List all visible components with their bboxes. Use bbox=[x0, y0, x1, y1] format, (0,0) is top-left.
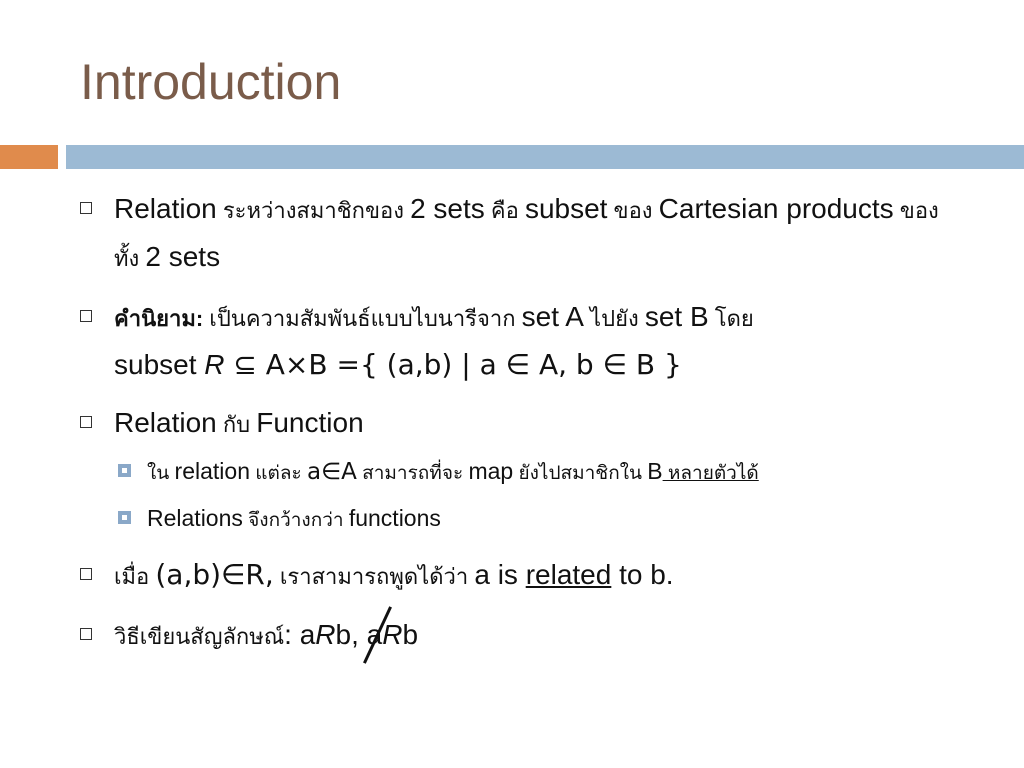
text-thai: ยังไปสมาชิกใน bbox=[513, 463, 648, 484]
text-relation: Relation bbox=[114, 193, 217, 224]
square-sub-bullet-icon bbox=[118, 464, 131, 477]
text-2sets: 2 sets bbox=[410, 193, 485, 224]
square-sub-bullet-icon bbox=[118, 511, 131, 524]
square-bullet-icon bbox=[80, 628, 92, 640]
text-2sets: 2 sets bbox=[145, 241, 221, 272]
text-notation-b-a: b, a bbox=[335, 619, 383, 650]
text-notation-b: b bbox=[402, 619, 419, 650]
sub-bullet-many-mapping bbox=[118, 452, 940, 493]
bullet-related-to bbox=[80, 552, 940, 600]
text-thai: วิธีเขียนสัญลักษณ์ bbox=[114, 624, 285, 649]
text-function: Function bbox=[256, 407, 364, 438]
bullet-relation-vs-function bbox=[80, 400, 940, 448]
text-thai: คือ bbox=[484, 198, 525, 223]
bullet-notation bbox=[80, 612, 940, 660]
square-bullet-icon bbox=[80, 202, 92, 214]
text-subset: subset bbox=[114, 349, 205, 380]
bullet-relation-definition bbox=[80, 186, 940, 282]
text-set-a: set A bbox=[521, 301, 584, 332]
square-bullet-icon bbox=[80, 568, 92, 580]
text-functions: functions bbox=[348, 505, 441, 531]
header-accent-blue bbox=[66, 145, 1024, 169]
text-many-underlined: หลายตัวได้ bbox=[662, 463, 759, 484]
text-subset: subset bbox=[524, 193, 608, 224]
text-thai: แต่ละ bbox=[249, 463, 307, 484]
text-thai: ระหว่างสมาชิกของ bbox=[216, 198, 411, 223]
slide-content bbox=[80, 186, 940, 672]
text-thai: เมื่อ bbox=[114, 564, 156, 589]
text-b: B bbox=[647, 458, 663, 484]
text-cartesian-products: Cartesian products bbox=[658, 193, 894, 224]
text-relation: relation bbox=[174, 458, 250, 484]
text-thai: ของ bbox=[607, 198, 659, 223]
text-set-builder: ⊆ A×B ={ (a,b) | a ∈ A, b ∈ B } bbox=[224, 348, 682, 381]
text-thai: เป็นความสัมพันธ์แบบไบนารีจาก bbox=[203, 306, 522, 331]
text-thai: เราสามารถพูดได้ว่า bbox=[273, 564, 475, 589]
slide-title: Introduction bbox=[80, 54, 342, 110]
header-accent-orange bbox=[0, 145, 58, 169]
text-to-b: to b. bbox=[611, 559, 674, 590]
text-related-underlined: related bbox=[525, 559, 612, 590]
text-set-b: set B bbox=[644, 301, 709, 332]
square-bullet-icon bbox=[80, 310, 92, 322]
text-thai: ไปยัง bbox=[583, 306, 645, 331]
text-relation-symbol: R bbox=[315, 619, 336, 650]
text-a-in-a: a∈A bbox=[306, 459, 357, 485]
text-thai: สามารถที่จะ bbox=[356, 463, 469, 484]
sub-bullet-broader bbox=[118, 499, 940, 540]
text-thai: จึงกว้างกว่า bbox=[242, 510, 349, 531]
not-related-symbol bbox=[382, 612, 402, 658]
square-bullet-icon bbox=[80, 416, 92, 428]
text-thai: ใน bbox=[147, 463, 175, 484]
text-relation-symbol: R bbox=[382, 619, 403, 650]
text-relation: Relation bbox=[114, 407, 217, 438]
text-a-is: a is bbox=[474, 559, 526, 590]
bullet-formal-definition bbox=[80, 294, 940, 388]
text-definition-label: คำนิยาม: bbox=[114, 306, 204, 331]
text-ab-in-r: (a,b)∈R, bbox=[155, 558, 274, 591]
text-thai: ของทั้ง bbox=[114, 198, 939, 271]
text-thai: กับ bbox=[216, 412, 257, 437]
text-map: map bbox=[468, 458, 514, 484]
text-notation-a: : a bbox=[284, 619, 316, 650]
text-relation-symbol: R bbox=[204, 349, 225, 380]
text-thai: โดย bbox=[708, 306, 754, 331]
text-relations: Relations bbox=[147, 505, 243, 531]
